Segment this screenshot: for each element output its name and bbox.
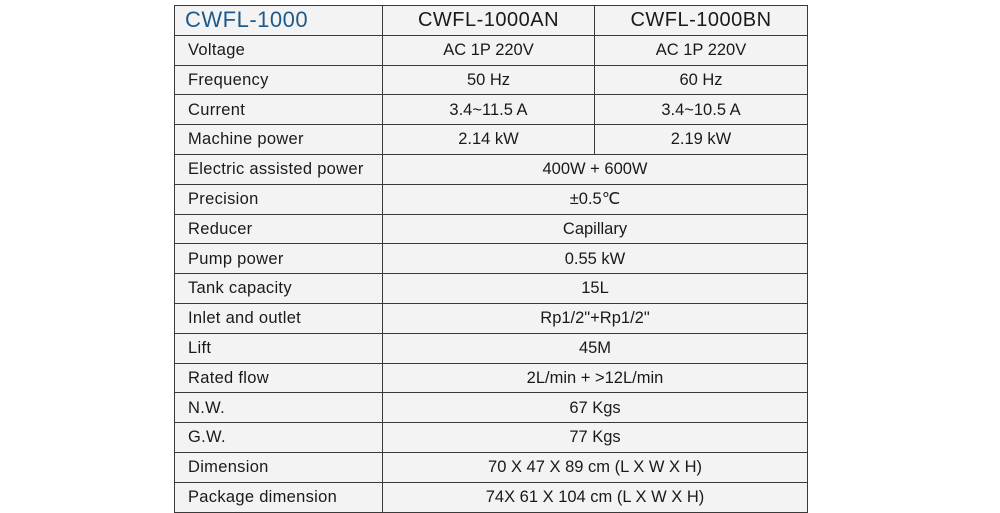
row-label: Precision (175, 184, 383, 214)
header-row (175, 6, 808, 36)
table-row (175, 35, 808, 65)
row-label: Current (175, 95, 383, 125)
table-row (175, 303, 808, 333)
table-row (175, 452, 808, 482)
row-label: Inlet and outlet (175, 303, 383, 333)
row-value: 77 Kgs (383, 423, 808, 453)
table-row (175, 482, 808, 512)
row-value-an: 2.14 kW (383, 125, 595, 155)
row-label: Dimension (175, 452, 383, 482)
row-value: Rp1/2"+Rp1/2" (383, 303, 808, 333)
row-label: Voltage (175, 35, 383, 65)
table-row (175, 274, 808, 304)
table-row (175, 95, 808, 125)
row-value: 2L/min + >12L/min (383, 363, 808, 393)
table-row (175, 244, 808, 274)
model-header-bn: CWFL-1000BN (595, 6, 808, 36)
row-value-bn: AC 1P 220V (595, 35, 808, 65)
row-value: 70 X 47 X 89 cm (L X W X H) (383, 452, 808, 482)
row-value: 67 Kgs (383, 393, 808, 423)
row-value-bn: 3.4~10.5 A (595, 95, 808, 125)
row-value-an: 50 Hz (383, 65, 595, 95)
table-row (175, 393, 808, 423)
row-value: 74X 61 X 104 cm (L X W X H) (383, 482, 808, 512)
row-label: Reducer (175, 214, 383, 244)
table-row (175, 65, 808, 95)
model-header-an: CWFL-1000AN (383, 6, 595, 36)
row-label: Rated flow (175, 363, 383, 393)
table-row (175, 184, 808, 214)
table-row (175, 423, 808, 453)
row-value: ±0.5℃ (383, 184, 808, 214)
row-label: Electric assisted power (175, 154, 383, 184)
row-label: G.W. (175, 423, 383, 453)
row-value-bn: 2.19 kW (595, 125, 808, 155)
row-label: Tank capacity (175, 274, 383, 304)
row-label: Frequency (175, 65, 383, 95)
row-label: Lift (175, 333, 383, 363)
table-row (175, 214, 808, 244)
table-row (175, 363, 808, 393)
spec-table (174, 5, 808, 513)
row-value: 0.55 kW (383, 244, 808, 274)
row-label: Package dimension (175, 482, 383, 512)
row-value: 45M (383, 333, 808, 363)
table-row (175, 154, 808, 184)
table-row (175, 125, 808, 155)
row-value: 400W + 600W (383, 154, 808, 184)
row-value: 15L (383, 274, 808, 304)
row-value-an: 3.4~11.5 A (383, 95, 595, 125)
row-label: Machine power (175, 125, 383, 155)
table-row (175, 333, 808, 363)
row-label: Pump power (175, 244, 383, 274)
table-title: CWFL-1000 (175, 6, 383, 36)
row-value: Capillary (383, 214, 808, 244)
row-label: N.W. (175, 393, 383, 423)
row-value-an: AC 1P 220V (383, 35, 595, 65)
row-value-bn: 60 Hz (595, 65, 808, 95)
